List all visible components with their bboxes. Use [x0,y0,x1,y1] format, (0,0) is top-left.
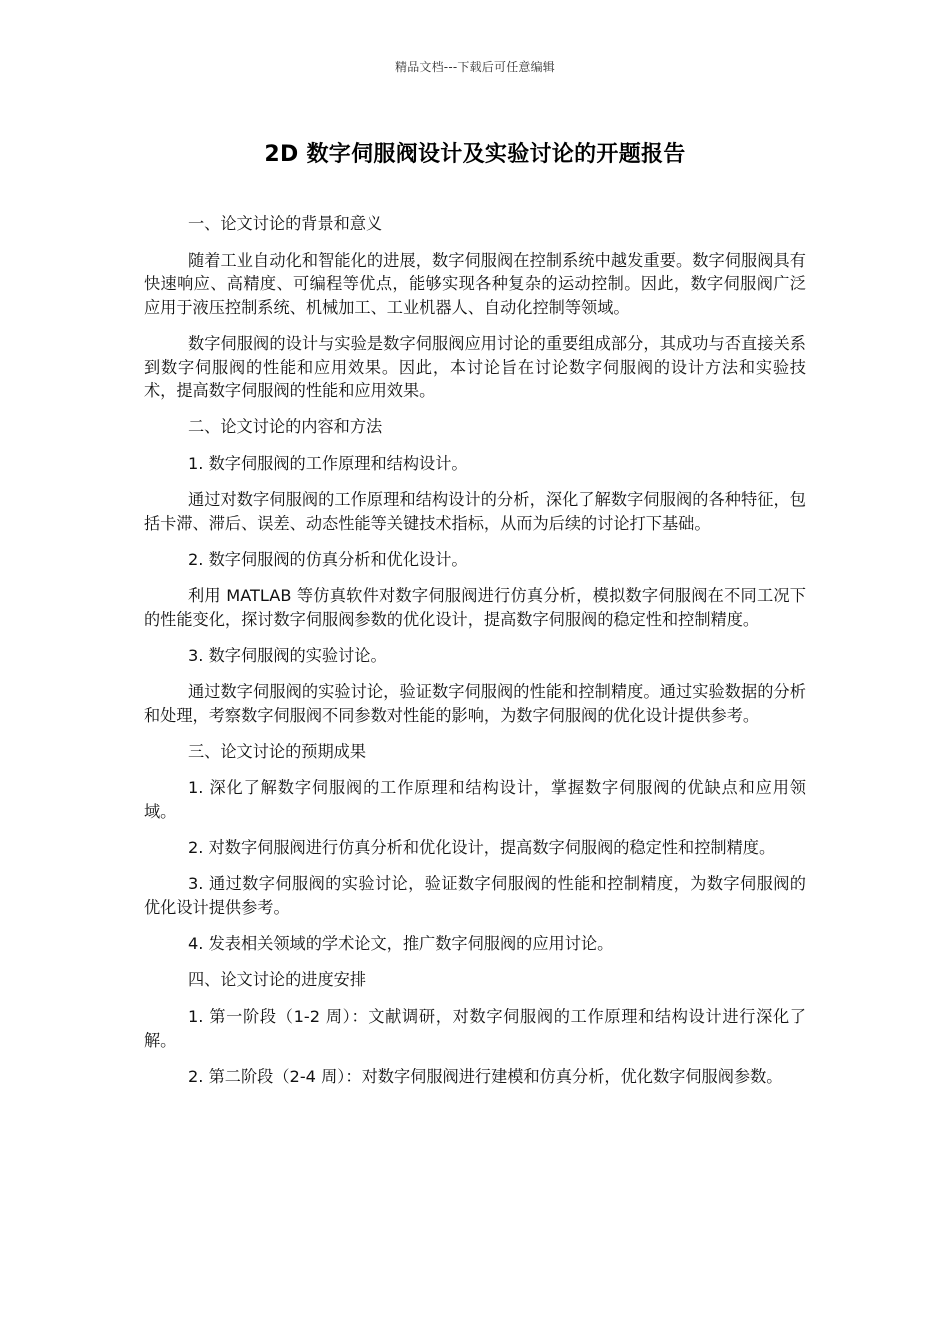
header-note: 精品文档---下载后可任意编辑 [395,60,555,74]
paragraph-experiment: 通过数字伺服阀的实验讨论，验证数字伺服阀的性能和控制精度。通过实验数据的分析和处理，考察数字伺服阀不同参数对性能的影响，为数字伺服阀的优化设计提供参考。 [144,682,806,725]
paragraph-background-2: 数字伺服阀的设计与实验是数字伺服阀应用讨论的重要组成部分，其成功与否直接关系到数字伺服阀的性能和应用效果。因此，本讨论旨在讨论数字伺服阀的设计方法和实验技术，提高数字伺服阀的性能和应用效果。 [144,333,806,401]
paragraph-simulation: 利用 MATLAB 等仿真软件对数字伺服阀进行仿真分析，模拟数字伺服阀在不同工况下的性能变化，探讨数字伺服阀参数的优化设计，提高数字伺服阀的稳定性和控制精度。 [144,586,806,629]
paragraph-principle: 通过对数字伺服阀的工作原理和结构设计的分析，深化了解数字伺服阀的各种特征，包括卡滞、滞后、误差、动态性能等关键技术指标，从而为后续的讨论打下基础。 [144,490,806,533]
paragraph-background-1: 随着工业自动化和智能化的进展，数字伺服阀在控制系统中越发重要。数字伺服阀具有快速响应、高精度、可编程等优点，能够实现各种复杂的运动控制。因此，数字伺服阀广泛应用于液压控制系统、机械加工、工业机器人、自动化控制等领域。 [144,250,806,317]
page-title: 2D 数字伺服阀设计及实验讨论的开题报告 [264,142,686,167]
item-heading-principle: 1. 数字伺服阀的工作原理和结构设计。 [188,453,468,473]
item-heading-simulation: 2. 数字伺服阀的仿真分析和优化设计。 [188,549,468,569]
expected-result-4: 4. 发表相关领域的学术论文，推广数字伺服阀的应用讨论。 [188,934,614,954]
section-heading-content-methods: 二、论文讨论的内容和方法 [188,417,383,437]
schedule-stage-2: 2. 第二阶段（2-4 周）：对数字伺服阀进行建模和仿真分析，优化数字伺服阀参数。 [188,1066,783,1086]
section-heading-background: 一、论文讨论的背景和意义 [188,214,383,233]
document-body [144,212,806,1101]
expected-result-3: 3. 通过数字伺服阀的实验讨论，验证数字伺服阀的性能和控制精度，为数字伺服阀的优化设计提供参考。 [144,874,806,917]
section-heading-schedule: 四、论文讨论的进度安排 [188,970,367,990]
item-heading-experiment: 3. 数字伺服阀的实验讨论。 [188,645,387,665]
expected-result-2: 2. 对数字伺服阀进行仿真分析和优化设计，提高数字伺服阀的稳定性和控制精度。 [188,838,776,858]
schedule-stage-1: 1. 第一阶段（1-2 周）：文献调研，对数字伺服阀的工作原理和结构设计进行深化了解。 [144,1006,806,1050]
section-heading-expected-results: 三、论文讨论的预期成果 [188,741,367,761]
expected-result-1: 1. 深化了解数字伺服阀的工作原理和结构设计，掌握数字伺服阀的优缺点和应用领域。 [144,778,806,822]
